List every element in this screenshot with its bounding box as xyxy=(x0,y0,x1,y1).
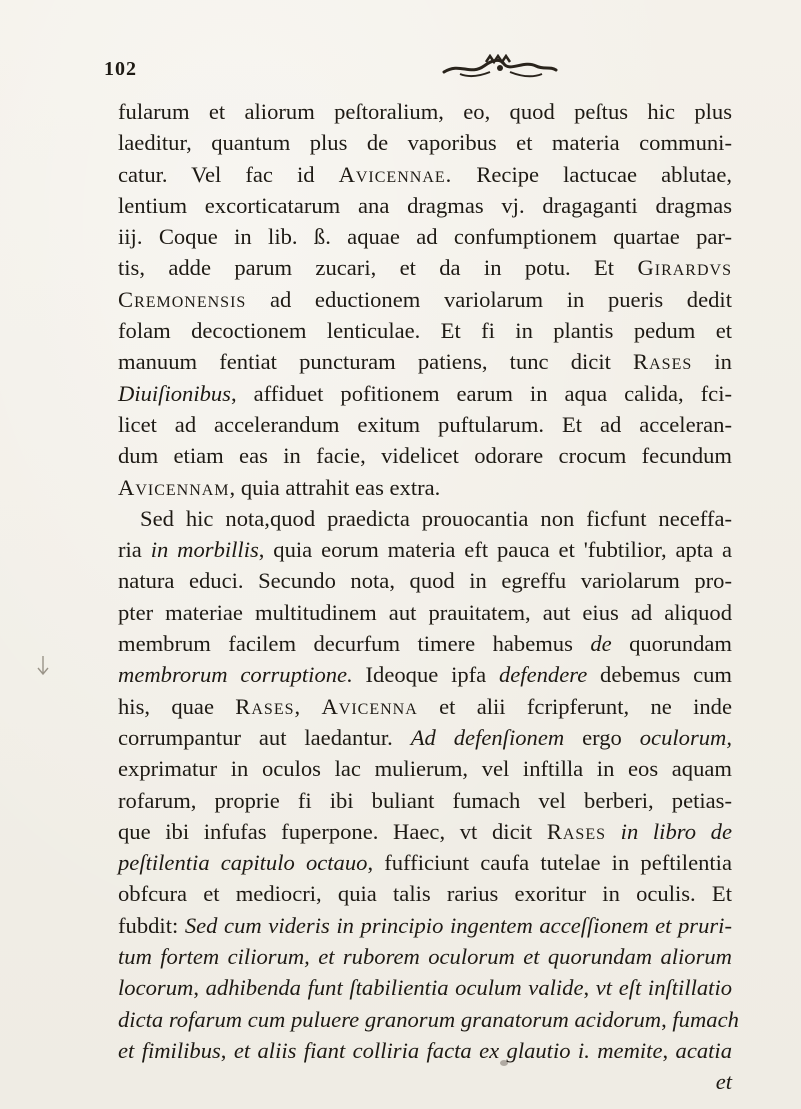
text-line xyxy=(118,221,732,252)
text-segment: Diuiſionibus xyxy=(118,380,231,406)
text-line xyxy=(118,190,732,221)
text-segment xyxy=(606,819,621,844)
text-segment: Cremonensis xyxy=(118,286,247,312)
text-segment: , xyxy=(662,1037,676,1063)
text-segment: ergo xyxy=(564,724,640,750)
text-segment: , xyxy=(583,975,596,1001)
page-number: 102 xyxy=(104,58,137,80)
text-segment: in libro de xyxy=(620,818,732,844)
text-segment: que ibi infufas fuperpone. Haec, vt dicit xyxy=(118,818,547,844)
text-line xyxy=(118,503,732,534)
text-segment: oculorum, xyxy=(639,724,733,750)
text-line xyxy=(118,315,732,346)
text-segment: , xyxy=(294,693,322,719)
text-segment: Rases xyxy=(633,349,693,375)
text-segment: debemus cum xyxy=(587,662,733,688)
text-segment: laeditur, quantum plus de vaporibus et materia communi- xyxy=(118,130,732,156)
text-segment: Avicennae. xyxy=(338,161,453,187)
text-segment: Sed hic nota,quod praedicta prouocantia non ficfunt neceffa- xyxy=(140,505,732,531)
text-segment: his, quae xyxy=(118,693,236,719)
text-line xyxy=(118,252,732,283)
text-segment: in xyxy=(692,349,732,375)
text-line xyxy=(118,628,732,659)
text-line xyxy=(118,534,732,565)
text-segment: in morbillis xyxy=(150,537,259,563)
text-line xyxy=(118,159,732,190)
text-segment: Avicenna xyxy=(321,693,418,719)
margin-pencil-mark-icon xyxy=(36,654,50,676)
text-segment: dum etiam eas in facie, videlicet odorare crocum fecundum xyxy=(118,443,732,469)
text-line xyxy=(118,1066,732,1097)
text-segment: et xyxy=(715,1069,732,1095)
text-segment: locorum xyxy=(118,975,194,1001)
text-segment: licet ad accelerandum exitum puftularum. Et ad acceleran- xyxy=(118,411,732,437)
text-segment: dicta rofarum cum puluere granorum granatorum acidorum xyxy=(118,1006,662,1032)
text-segment: , xyxy=(220,1037,234,1063)
text-line xyxy=(118,597,732,628)
text-line xyxy=(118,127,732,158)
text-segment: , fufficiunt caufa tutelae in peftilentia xyxy=(367,850,732,876)
text-segment: et aliis fiant colliria facta ex glautio i. memite xyxy=(233,1037,663,1063)
text-segment: , quia eorum materia eft pauca et 'fubtilior, apta a xyxy=(258,537,733,563)
text-line xyxy=(118,1035,732,1066)
text-segment: ad eductionem variolarum in pueris dedit xyxy=(246,286,732,312)
text-segment: peſtilentia capitulo octauo xyxy=(118,850,368,876)
text-segment: Ideoque ipfa xyxy=(352,662,499,688)
text-segment: ria xyxy=(118,537,151,563)
ink-smudge xyxy=(500,1060,508,1066)
text-line xyxy=(118,847,732,878)
text-segment: adhibenda funt ſtabilientia oculum valide xyxy=(205,975,584,1001)
text-segment: Rases xyxy=(235,693,295,719)
text-segment: , affiduet pofitionem earum in aqua calida, fci- xyxy=(230,380,732,406)
text-line xyxy=(118,409,732,440)
text-line xyxy=(118,659,732,690)
text-segment: pter materiae multitudinem aut prauitatem, aut eius ad aliquod xyxy=(118,599,732,625)
text-segment: rofarum, proprie fi ibi buliant fumach vel berberi, petias- xyxy=(118,787,732,813)
text-line xyxy=(118,565,732,596)
text-line xyxy=(118,284,732,315)
text-segment: obfcura et mediocri, quia talis rarius exoritur in oculis. Et xyxy=(118,881,732,907)
text-segment: vt eſt inſtillatio xyxy=(595,975,733,1001)
text-line xyxy=(118,941,732,972)
text-line xyxy=(118,878,732,909)
text-segment: exprimatur in oculos lac mulierum, vel inftilla in eos aquam xyxy=(118,756,732,782)
text-segment: manuum fentiat puncturam patiens, tunc dicit xyxy=(118,349,634,375)
text-line xyxy=(118,378,732,409)
text-line xyxy=(118,691,732,722)
text-segment: Rases xyxy=(546,818,607,844)
text-line xyxy=(118,472,732,503)
text-line xyxy=(118,753,732,784)
text-segment: natura educi. Secundo nota, quod in egreffu variolarum pro- xyxy=(118,568,732,594)
text-segment: de xyxy=(590,631,612,657)
text-line xyxy=(118,1004,739,1035)
text-segment: folam decoctionem lenticulae. Et fi in plantis pedum et xyxy=(118,318,732,344)
text-segment: et alii fcripferunt, ne inde xyxy=(417,693,732,719)
text-segment: , xyxy=(661,1006,673,1032)
text-segment: acatia xyxy=(675,1037,732,1063)
text-line xyxy=(118,910,732,941)
text-line xyxy=(118,96,732,127)
text-segment: fumach xyxy=(672,1006,739,1032)
body-text xyxy=(118,96,739,1098)
text-segment: Sed cum videris in principio ingentem acceſſionem et pruri- xyxy=(184,912,732,938)
text-segment: tis, adde parum zucari, et da in potu. Et xyxy=(118,255,638,281)
text-segment: fularum et aliorum peſtoralium, eo, quod peſtus hic plus xyxy=(118,99,732,124)
text-segment: , quia attrahit eas extra. xyxy=(229,474,441,500)
text-segment: quorundam xyxy=(611,631,732,657)
text-segment: catur. Vel fac id xyxy=(118,161,339,187)
text-line xyxy=(118,785,732,816)
text-line xyxy=(118,722,732,753)
text-segment: membrum facilem decurfum timere habemus xyxy=(118,631,591,657)
text-segment: corrumpantur aut laedantur. xyxy=(118,724,411,750)
text-segment: defendere xyxy=(498,662,588,688)
text-segment: Recipe lactucae ablutae, xyxy=(452,161,732,187)
text-segment: iij. Coque in lib. ß. aquae ad confumptionem quartae par- xyxy=(118,224,732,250)
text-segment: et fimilibus xyxy=(118,1037,221,1063)
text-line xyxy=(118,816,732,847)
text-line xyxy=(118,346,732,377)
text-segment: Avicennam xyxy=(118,474,230,500)
text-segment: tum fortem ciliorum, et ruborem oculorum et quorundam aliorum xyxy=(118,944,732,970)
text-segment: Girardvs xyxy=(637,255,732,281)
text-segment: membrorum corruptione. xyxy=(118,662,353,688)
text-segment: lentium excorticatarum ana dragmas vj. dragaganti dragmas xyxy=(118,192,732,218)
text-segment: Ad defenſionem xyxy=(410,724,565,750)
text-line xyxy=(118,972,732,1003)
text-line xyxy=(118,440,732,471)
ornament-icon xyxy=(440,54,560,80)
text-segment: fubdit: xyxy=(118,912,185,938)
text-segment: , xyxy=(193,975,206,1001)
